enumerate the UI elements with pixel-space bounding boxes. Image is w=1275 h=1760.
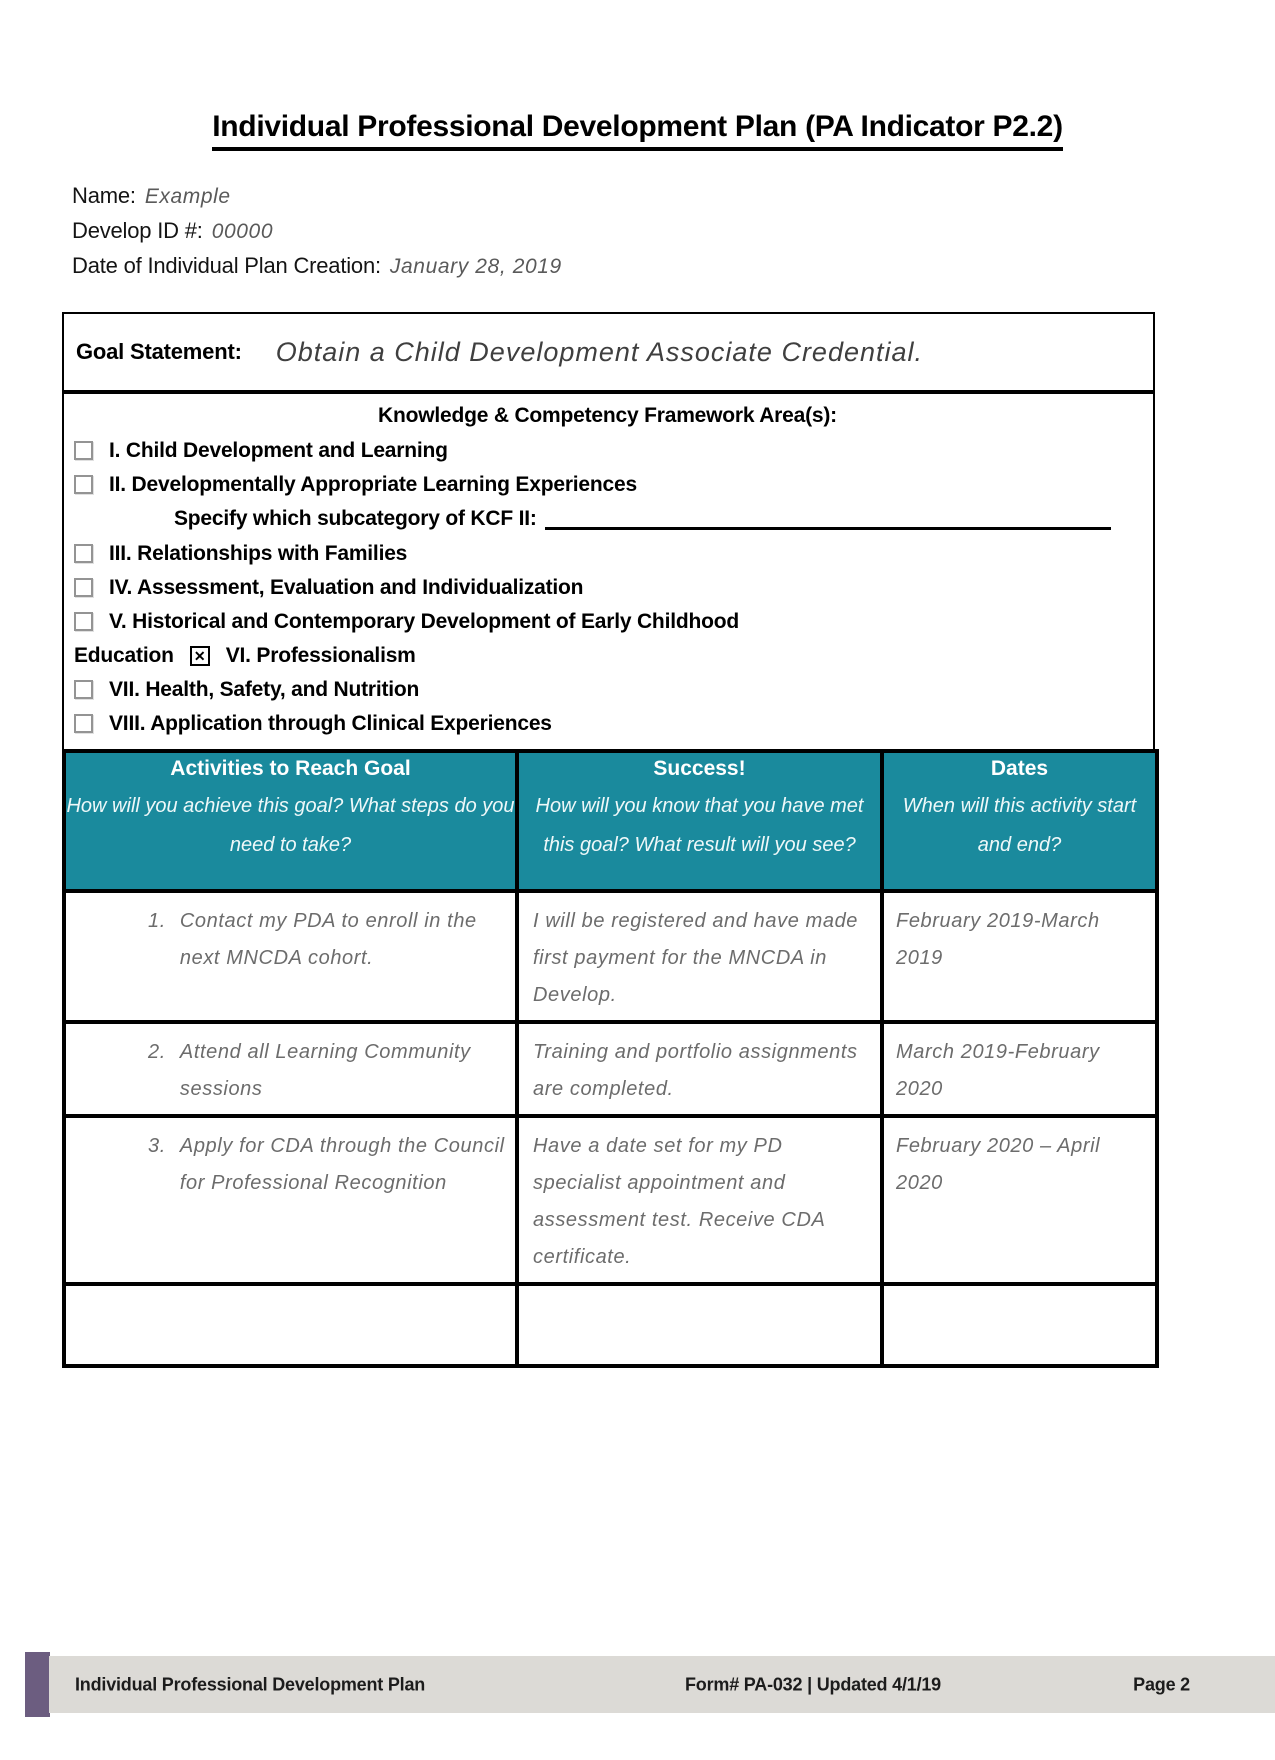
develop-id-label: Develop ID #: xyxy=(72,218,203,243)
success-cell-1 xyxy=(517,891,882,1022)
plan-date-label: Date of Individual Plan Creation: xyxy=(72,253,381,278)
activity-number-2: 2. xyxy=(148,1041,166,1063)
activity-cell-4[interactable] xyxy=(64,1284,517,1366)
kcf-item-3 xyxy=(74,542,1141,565)
col-header-success-subtitle: How will you know that you have met this goal? What result will you see? xyxy=(535,794,864,856)
kcf-item-4 xyxy=(74,576,1141,599)
goal-statement-value: Obtain a Child Development Associate Credential. xyxy=(275,336,924,367)
activity-text-2: Attend all Learning Community sessions xyxy=(179,1041,471,1100)
document-page xyxy=(0,110,1275,1694)
activity-cell-1 xyxy=(64,891,517,1022)
checked-x-mark: ✕ xyxy=(193,647,206,664)
activity-text-1: Contact my PDA to enroll in the next MNCDA cohort. xyxy=(179,910,477,969)
table-row xyxy=(64,891,1157,1022)
kcf-checkbox-7[interactable] xyxy=(74,680,93,699)
success-cell-4[interactable] xyxy=(517,1284,882,1366)
kcf-label-8: VIII. Application through Clinical Experiences xyxy=(109,712,552,735)
success-text-3: Have a date set for my PD specialist appointment and assessment test. Receive CDA certificate. xyxy=(533,1135,825,1268)
kcf-subcategory-line xyxy=(174,507,1111,531)
activity-cell-2 xyxy=(64,1022,517,1116)
kcf-checkbox-3[interactable] xyxy=(74,544,93,563)
dates-text-1: February 2019-March 2019 xyxy=(896,910,1100,969)
header-fields xyxy=(72,183,1275,279)
footer-document-title: Individual Professional Development Plan xyxy=(75,1674,426,1694)
footer-bar xyxy=(49,1656,1275,1713)
kcf-label-7: VII. Health, Safety, and Nutrition xyxy=(109,678,420,701)
success-text-4 xyxy=(519,1286,880,1302)
goal-statement-row xyxy=(64,314,1153,394)
kcf-label-6: VI. Professionalism xyxy=(225,644,416,667)
kcf-item-6 xyxy=(74,644,1141,667)
dates-cell-4[interactable] xyxy=(882,1284,1157,1366)
col-header-dates xyxy=(882,751,1157,891)
plan-date-field xyxy=(72,253,1275,279)
kcf-heading: Knowledge & Competency Framework Area(s): xyxy=(378,404,837,427)
col-header-dates-title: Dates xyxy=(990,757,1049,780)
kcf-item-7 xyxy=(74,678,1141,701)
name-value: Example xyxy=(144,185,231,208)
kcf-label-1: I. Child Development and Learning xyxy=(109,439,448,462)
footer-form-number: Form# PA-032 | Updated 4/1/19 xyxy=(685,1674,941,1694)
kcf-label-5: V. Historical and Contemporary Development of Early Childhood xyxy=(109,610,739,633)
activity-cell-3 xyxy=(64,1116,517,1284)
kcf-checkbox-8[interactable] xyxy=(74,714,93,733)
footer-accent-block xyxy=(25,1652,50,1717)
success-cell-3 xyxy=(517,1116,882,1284)
activity-number-1: 1. xyxy=(148,910,166,932)
plan-date-value: January 28, 2019 xyxy=(389,255,562,278)
kcf-item-8 xyxy=(74,712,1141,735)
kcf-item-5-wrap-text: Education xyxy=(74,644,174,667)
kcf-label-2: II. Developmentally Appropriate Learning Experiences xyxy=(109,473,637,496)
name-label: Name: xyxy=(72,183,136,208)
kcf-section xyxy=(64,394,1153,749)
col-header-dates-subtitle: When will this activity start and end? xyxy=(902,794,1137,856)
kcf-item-5 xyxy=(74,610,1141,633)
kcf-label-4: IV. Assessment, Evaluation and Individualization xyxy=(109,576,584,599)
footer-page-number: Page 2 xyxy=(1133,1674,1190,1694)
table-row xyxy=(64,1284,1157,1366)
kcf-checkbox-1[interactable] xyxy=(74,441,93,460)
success-text-2: Training and portfolio assignments are completed. xyxy=(533,1041,858,1100)
dates-cell-1 xyxy=(882,891,1157,1022)
dates-cell-3 xyxy=(882,1116,1157,1284)
activity-number-3: 3. xyxy=(148,1135,166,1157)
goal-statement-label: Goal Statement: xyxy=(76,339,242,364)
page-title: Individual Professional Development Plan (PA Indicator P2.2) xyxy=(212,110,1063,151)
col-header-activities-title: Activities to Reach Goal xyxy=(170,757,411,780)
kcf-item-2 xyxy=(74,473,1141,496)
develop-id-field xyxy=(72,218,1275,244)
kcf-subcategory-label: Specify which subcategory of KCF II: xyxy=(174,507,537,530)
kcf-subcategory-blank[interactable] xyxy=(545,523,1111,530)
table-row xyxy=(64,1022,1157,1116)
dates-text-2: March 2019-February 2020 xyxy=(896,1041,1100,1100)
table-header-row xyxy=(64,751,1157,891)
dates-text-3: February 2020 – April 2020 xyxy=(896,1135,1101,1194)
activities-table xyxy=(62,749,1159,1368)
kcf-checkbox-2[interactable] xyxy=(74,475,93,494)
success-text-1: I will be registered and have made first payment for the MNCDA in Develop. xyxy=(533,910,859,1006)
kcf-item-1 xyxy=(74,439,1141,462)
name-field xyxy=(72,183,1275,209)
develop-id-value: 00000 xyxy=(211,220,274,243)
col-header-success xyxy=(517,751,882,891)
kcf-checkbox-6-checked[interactable] xyxy=(190,646,210,666)
table-row xyxy=(64,1116,1157,1284)
success-cell-2 xyxy=(517,1022,882,1116)
kcf-checkbox-4[interactable] xyxy=(74,578,93,597)
col-header-success-title: Success! xyxy=(653,757,746,780)
dates-text-4 xyxy=(884,1286,1155,1302)
col-header-activities-subtitle: How will you achieve this goal? What steps do you need to take? xyxy=(66,794,515,856)
kcf-checkbox-5[interactable] xyxy=(74,612,93,631)
kcf-label-3: III. Relationships with Families xyxy=(109,542,408,565)
dates-cell-2 xyxy=(882,1022,1157,1116)
goal-kcf-box xyxy=(62,312,1155,751)
col-header-activities xyxy=(64,751,517,891)
title-wrap xyxy=(0,110,1275,151)
activity-text-3: Apply for CDA through the Council for Professional Recognition xyxy=(179,1135,505,1194)
